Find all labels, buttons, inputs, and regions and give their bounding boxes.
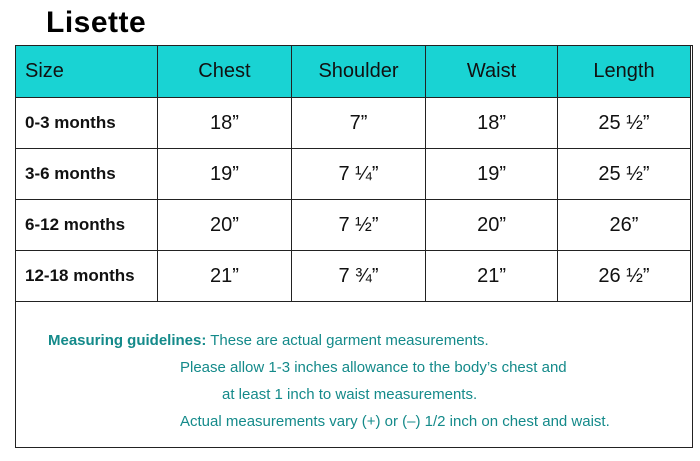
- guidelines-label: Measuring guidelines:: [48, 332, 207, 349]
- chest-cell: 19”: [158, 149, 292, 200]
- shoulder-cell: 7”: [291, 98, 425, 149]
- shoulder-cell: 7 ¾”: [291, 251, 425, 302]
- shoulder-cell: 7 ½”: [291, 200, 425, 251]
- header-chest: Chest: [158, 46, 292, 98]
- header-size: Size: [16, 46, 158, 98]
- size-cell: 3-6 months: [16, 149, 158, 200]
- length-cell: 25 ½”: [557, 98, 690, 149]
- waist-cell: 18”: [426, 98, 558, 149]
- guidelines-line-2: Please allow 1-3 inches allowance to the body’s chest and: [180, 359, 567, 376]
- table-row: [16, 149, 691, 200]
- size-cell: 0-3 months: [16, 98, 158, 149]
- length-cell: 26”: [557, 200, 690, 251]
- header-length: Length: [557, 46, 690, 98]
- waist-cell: 19”: [426, 149, 558, 200]
- header-shoulder: Shoulder: [291, 46, 425, 98]
- guidelines-line-3: at least 1 inch to waist measurements.: [222, 386, 478, 403]
- chest-cell: 20”: [158, 200, 292, 251]
- table-row: [16, 200, 691, 251]
- size-cell: 6-12 months: [16, 200, 158, 251]
- page-title: Lisette: [46, 6, 147, 39]
- guidelines-line-1: [48, 332, 489, 349]
- size-chart: [15, 45, 693, 448]
- header-waist: Waist: [426, 46, 558, 98]
- chest-cell: 21”: [158, 251, 292, 302]
- guidelines-line-4: Actual measurements vary (+) or (–) 1/2 inch on chest and waist.: [180, 413, 610, 430]
- table-header-row: [16, 46, 691, 98]
- table-row: [16, 251, 691, 302]
- size-cell: 12-18 months: [16, 251, 158, 302]
- guidelines-text-1: These are actual garment measurements.: [206, 332, 489, 349]
- length-cell: 25 ½”: [557, 149, 690, 200]
- table-row: [16, 98, 691, 149]
- waist-cell: 20”: [426, 200, 558, 251]
- chest-cell: 18”: [158, 98, 292, 149]
- shoulder-cell: 7 ¼”: [291, 149, 425, 200]
- size-table: [15, 45, 691, 302]
- waist-cell: 21”: [426, 251, 558, 302]
- length-cell: 26 ½”: [557, 251, 690, 302]
